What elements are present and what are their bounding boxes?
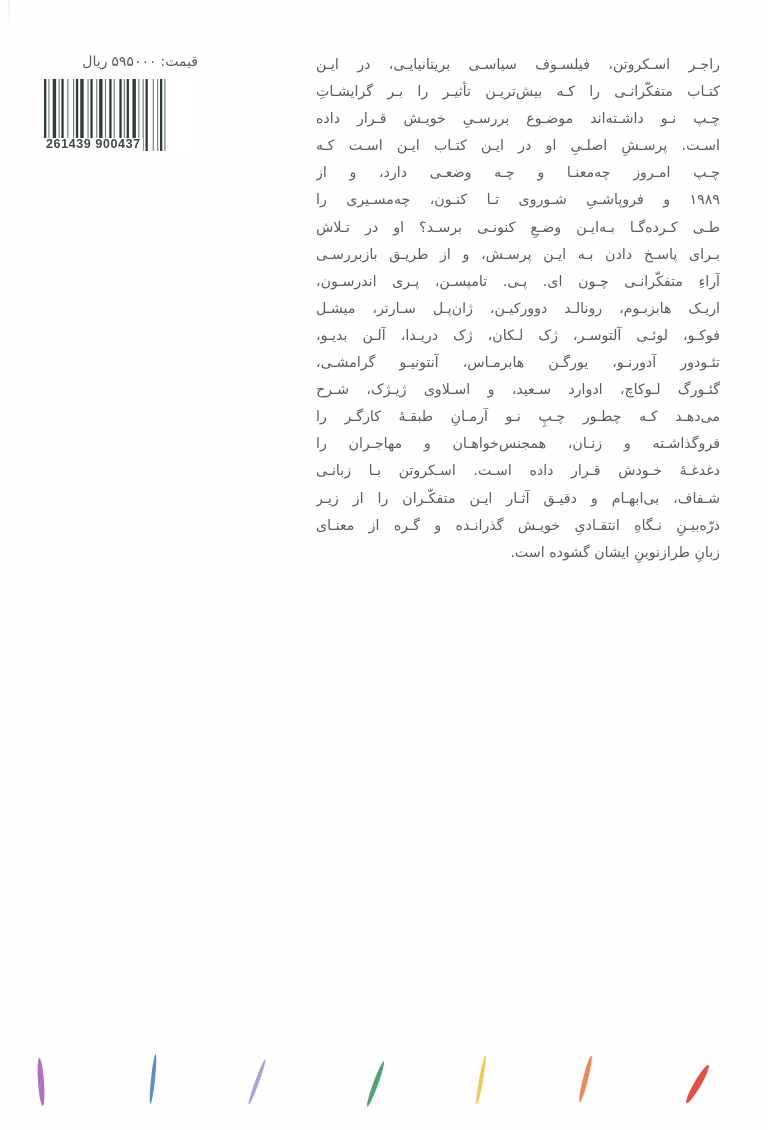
blurb-line: چـپ امـروز چه‌معنـا و چـه وضعـی دارد، و از (316, 165, 720, 182)
blurb-line: فروگذاشـته و زنـان، همجنس‌خواهـان و مهاجـران را (316, 436, 720, 453)
blurb-line: کتـاب متفکّرانـی را کـه بیش‌تریـن تأثیـر را بـر گرایشـاتِ (316, 84, 720, 101)
blurb-line: آراءِ متفکّرانـی چـون ای. پـی. تامپسـن، پـری اندرسـون، (316, 273, 720, 290)
blurb-line: فوکـو، لوئـی آلتوسـر، ژک لـکان، ژک دریـدا، آلـن بدیـو، (316, 327, 720, 344)
blurb-line: بـرای پاسـخ دادن بـه ایـن پرسـش، و از طریـق بازبررسـی (316, 246, 720, 263)
price-unit: ریال (82, 54, 108, 70)
price-barcode-block (42, 52, 198, 151)
stroke-yellow-mark (475, 1055, 488, 1105)
blurb-text (316, 52, 720, 567)
price-label: قیمت: (160, 54, 198, 70)
blurb-line: ذرّه‌بیـنِ نـگاهِ انتقـادیِ خویـش گذرانـده و گـره از معنـای (316, 517, 720, 534)
stroke-red-mark (683, 1063, 711, 1105)
spine-edge (8, 0, 10, 30)
price-text (42, 52, 198, 74)
blurb-line: شـفاف، بی‌ابهـام و دقیـق آثـار ایـن متفکّـران را از زیـر (316, 490, 720, 507)
barcode-number: 261439 900437 (46, 137, 141, 151)
stroke-blue-mark (148, 1054, 157, 1104)
barcode (42, 79, 196, 151)
price-amount: ۵۹۵۰۰۰ (111, 54, 157, 70)
blurb-line: تئـودور آدورنـو، یورگـن هابرمـاس، آنتونیـو گرامشـی، (316, 355, 720, 372)
blurb-line: راجـر اسـکروتن، فیلسـوف سیاسـی بریتانیایـی، در ایـن (316, 57, 720, 73)
blurb-line: چـپ نـو داشـته‌اند موضـوع بررسـیِ خویـش قـرار داده (316, 111, 720, 128)
blurb-line: می‌دهـد کـه چطـور چـپِ نـو آرمـانِ طبقـهٔ کارگـر را (316, 409, 720, 426)
blurb-line: اسـت. پرسـشِ اصلـیِ او در ایـن کتـاب ایـن اسـت کـه (316, 138, 720, 155)
blurb-line: زبانِ طرازنوینِ ایشان گشوده است. (510, 544, 720, 561)
stroke-green-mark (365, 1061, 386, 1108)
stroke-orange-mark (577, 1055, 593, 1103)
blurb-line: ۱۹۸۹ و فروپاشـیِ شـوروی تـا کنـون، چه‌مسـیری را (316, 192, 720, 209)
blurb-line: گئـورگ لـوکاچ، ادوارد سـعید، و اسـلاوی ژیـژک، شـرح (316, 382, 720, 399)
blurb-line: دغدغـهٔ خـودش قـرار داده اسـت. اسـکروتن بـا زبانـی (316, 463, 720, 480)
blurb-line: طـی کـرده‌گـا بـه‌ایـن وضـعِ کنونـی برسـد؟ او در تـلاش (316, 219, 720, 236)
stroke-purple-mark (36, 1058, 45, 1106)
blurb-line: اریـک هابزبـوم، رونالـد دوورکیـن، ژان‌پـل سـارتر، میشـل (316, 300, 720, 317)
stroke-lavender-mark (247, 1059, 267, 1105)
